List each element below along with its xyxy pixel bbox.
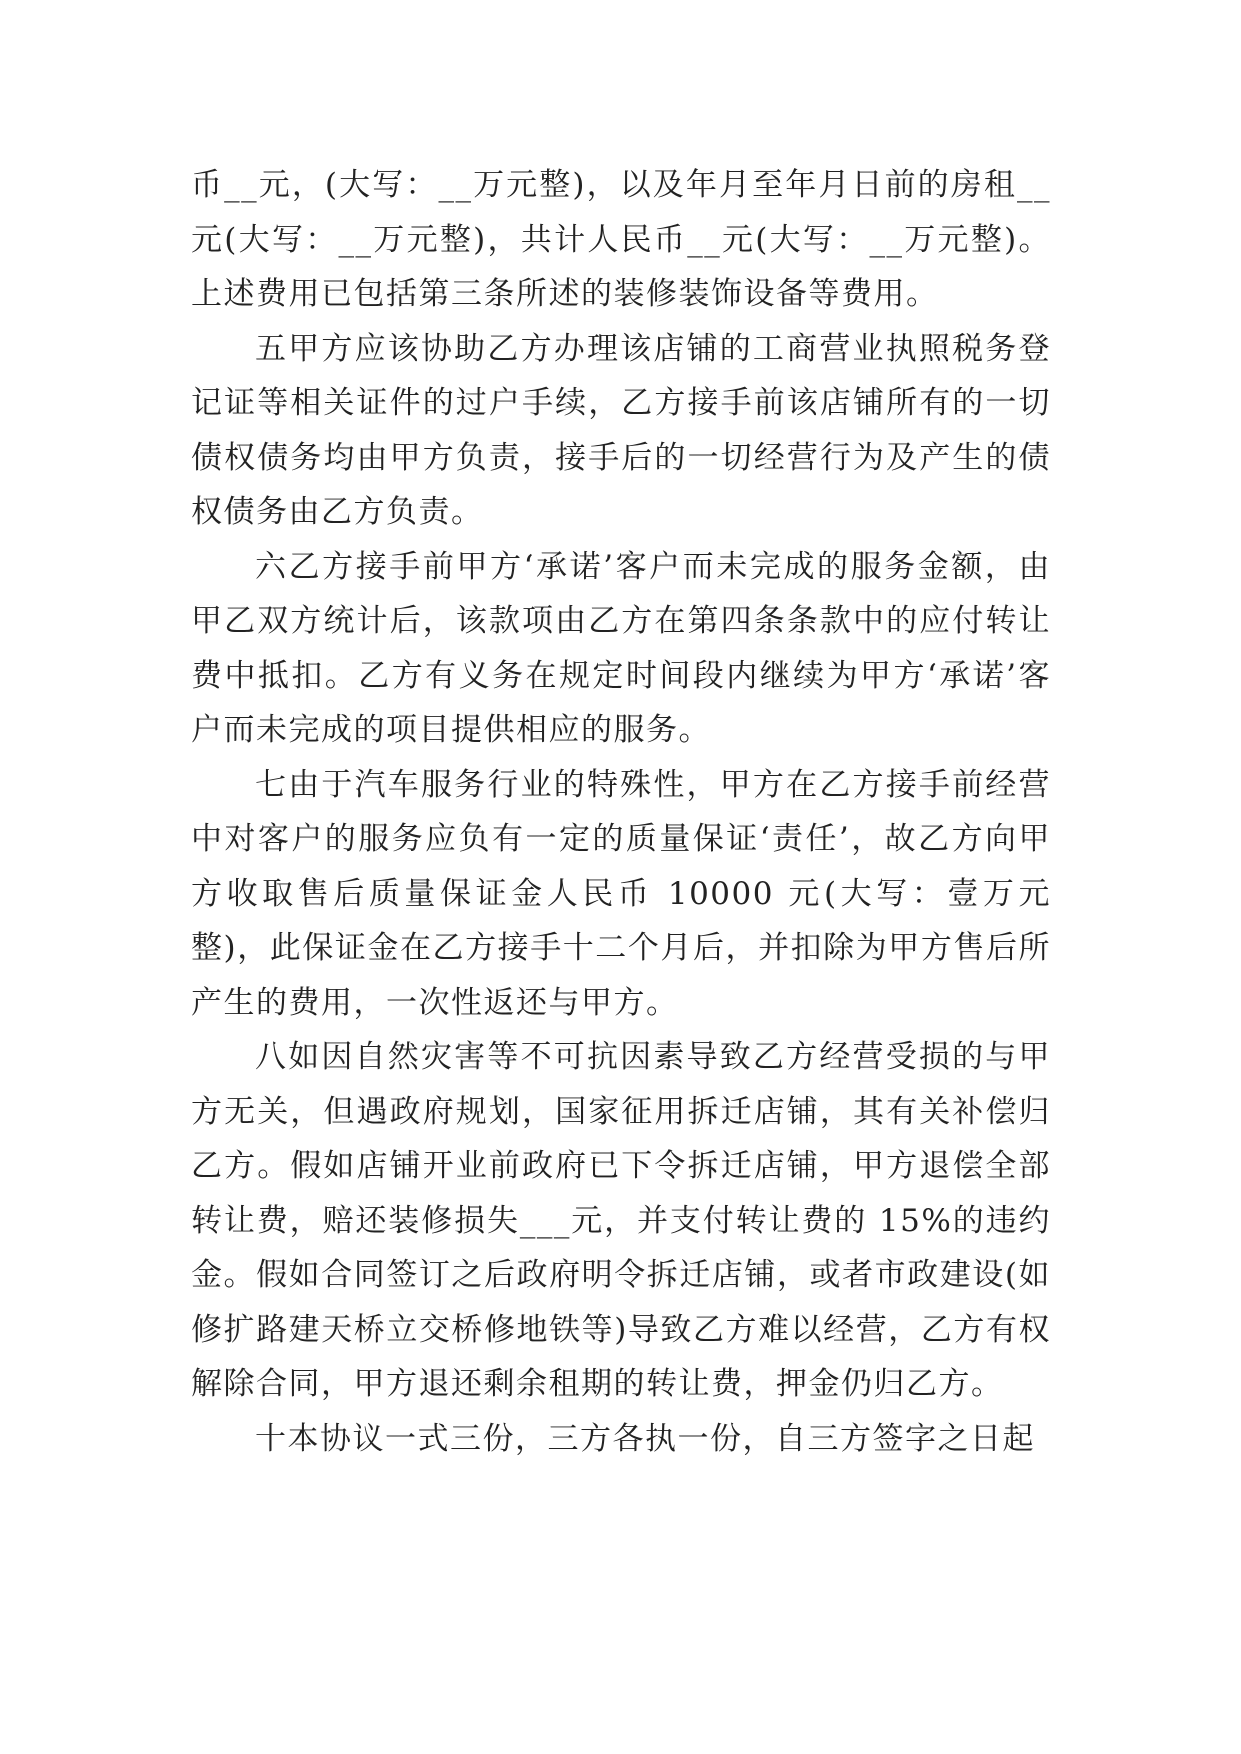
paragraph-clause-ten: 十本协议一式三份，三方各执一份，自三方签字之日起	[255, 1420, 1035, 1457]
paragraph-clause-eight: 八如因自然灾害等不可抗因素导致乙方经营受损的与甲方无关，但遇政府规划，国家征用拆迁店铺，其有关补偿归乙方。假如店铺开业前政府已下令拆迁店铺，甲方退偿全部转让费，赔还装修损失___元，并支付转让费的 15%的违约金。假如合同签订之后政府明令拆迁店铺，或者市政建设(如修扩路建天桥立交桥修地铁等)导致乙方难以经营，乙方有权解除合同，甲方退还剩余租期的转让费，押金仍归乙方。	[191, 1039, 1051, 1402]
paragraph-clause-seven: 七由于汽车服务行业的特殊性，甲方在乙方接手前经营中对客户的服务应负有一定的质量保证‘责任’，故乙方向甲方收取售后质量保证金人民币 10000 元(大写：壹万元整)，此保证金在乙方接手十二个月后，并扣除为甲方售后所产生的费用，一次性返还与甲方。	[191, 766, 1051, 1021]
paragraph-clause-six: 六乙方接手前甲方‘承诺’客户而未完成的服务金额，由甲乙双方统计后，该款项由乙方在第四条条款中的应付转让费中抵扣。乙方有义务在规定时间段内继续为甲方‘承诺’客户而未完成的项目提供相应的服务。	[191, 548, 1051, 748]
document-body	[191, 158, 1051, 1466]
paragraph-payment-continuation: 币__元，(大写：__万元整)，以及年月至年月日前的房租__元(大写：__万元整)，共计人民币__元(大写：__万元整)。上述费用已包括第三条所述的装修装饰设备等费用。	[191, 167, 1051, 312]
paragraph-clause-five: 五甲方应该协助乙方办理该店铺的工商营业执照税务登记证等相关证件的过户手续，乙方接手前该店铺所有的一切债权债务均由甲方负责，接手后的一切经营行为及产生的债权债务由乙方负责。	[191, 330, 1051, 530]
